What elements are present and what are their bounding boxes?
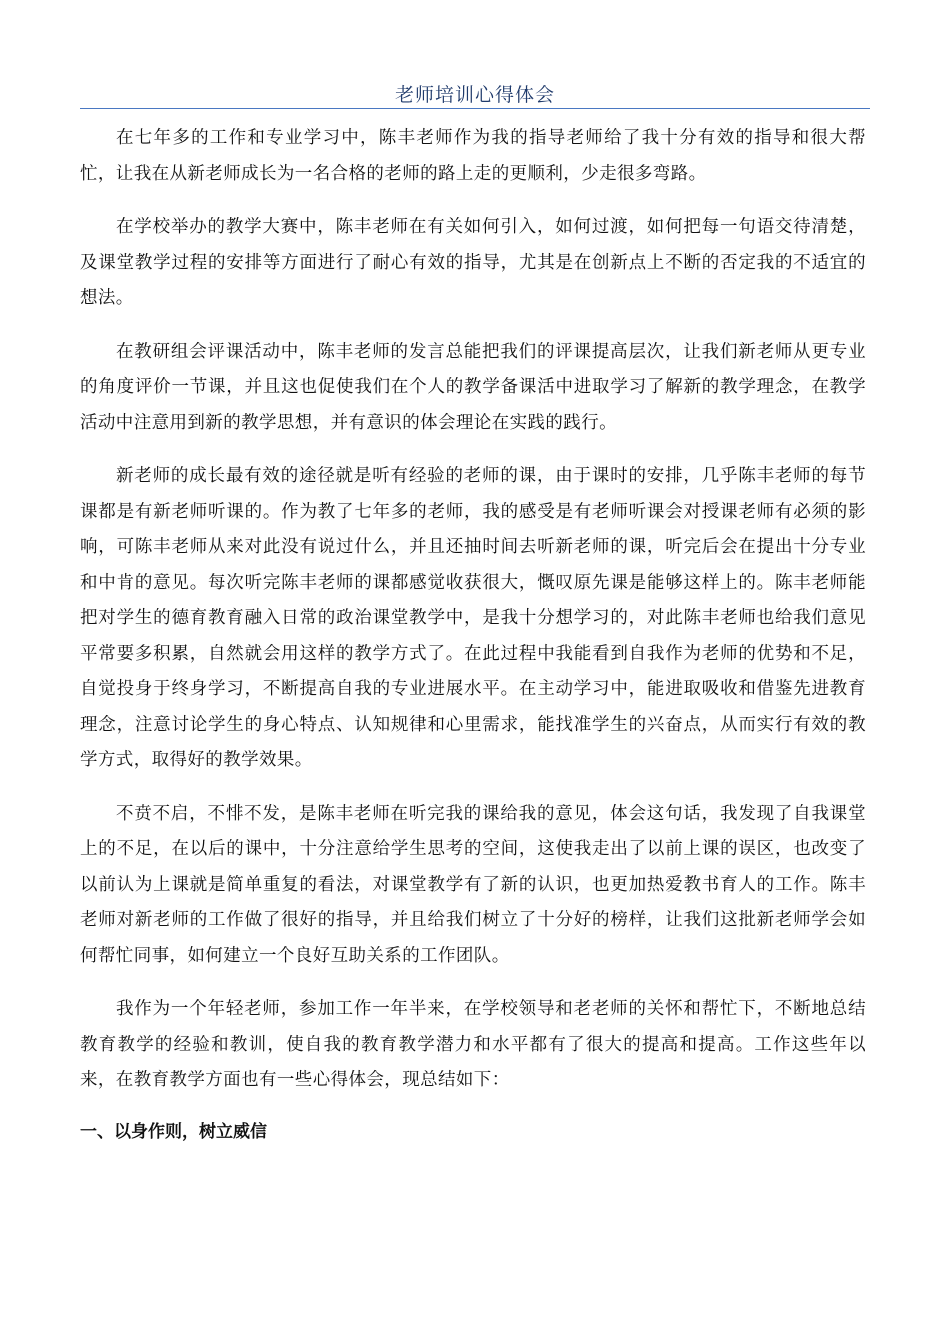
paragraph-4: 新老师的成长最有效的途径就是听有经验的老师的课，由于课时的安排，几乎陈丰老师的每节课都是有新老师听课的。作为教了七年多的老师，我的感受是有老师听课会对授课老师有必须的影响，可陈丰老师从来对此没有说过什么，并且还抽时间去听新老师的课，听完后会在提出十分专业和中肯的意见。每次听完陈丰老师的课都感觉收获很大，慨叹原先课是能够这样上的。陈丰老师能把对学生的德育教育融入日常的政治课堂教学中，是我十分想学习的，对此陈丰老师也给我们意见平常要多积累，自然就会用这样的教学方式了。在此过程中我能看到自我作为老师的优势和不足，自觉投身于终身学习，不断提高自我的专业进展水平。在主动学习中，能进取吸收和借鉴先进教育理念，注意讨论学生的身心特点、认知规律和心里需求，能找准学生的兴奋点，从而实行有效的教学方式，取得好的教学效果。 [80, 466, 866, 770]
document-title: 老师培训心得体会 [394, 84, 555, 106]
paragraph-1: 在七年多的工作和专业学习中，陈丰老师作为我的指导老师给了我十分有效的指导和很大帮忙，让我在从新老师成长为一名合格的老师的路上走的更顺利，少走很多弯路。 [80, 128, 866, 184]
paragraph-6: 我作为一个年轻老师，参加工作一年半来，在学校领导和老老师的关怀和帮忙下，不断地总结教育教学的经验和教训，使自我的教育教学潜力和水平都有了很大的提高和提高。工作这些年以来，在教育教学方面也有一些心得体会，现总结如下： [80, 999, 866, 1090]
paragraph-3: 在教研组会评课活动中，陈丰老师的发言总能把我们的评课提高层次，让我们新老师从更专业的角度评价一节课，并且这也促使我们在个人的教学备课活中进取学习了解新的教学理念，在教学活动中注意用到新的教学思想，并有意识的体会理论在实践的践行。 [80, 341, 866, 433]
title-underline [80, 108, 870, 109]
paragraph-2: 在学校举办的教学大赛中，陈丰老师在有关如何引入，如何过渡，如何把每一句语交待清楚，及课堂教学过程的安排等方面进行了耐心有效的指导，尤其是在创新点上不断的否定我的不适宜的想法。 [80, 217, 866, 308]
section-heading: 一、以身作则，树立威信 [80, 1121, 267, 1142]
paragraph-5: 不贲不启，不悱不发，是陈丰老师在听完我的课给我的意见，体会这句话，我发现了自我课堂上的不足，在以后的课中，十分注意给学生思考的空间，这使我走出了以前上课的误区，也改变了以前认为上课就是简单重复的看法，对课堂教学有了新的认识，也更加热爱教书育人的工作。陈丰老师对新老师的工作做了很好的指导，并且给我们树立了十分好的榜样，让我们这批新老师学会如何帮忙同事，如何建立一个良好互助关系的工作团队。 [80, 803, 866, 966]
document-body [80, 121, 866, 1147]
